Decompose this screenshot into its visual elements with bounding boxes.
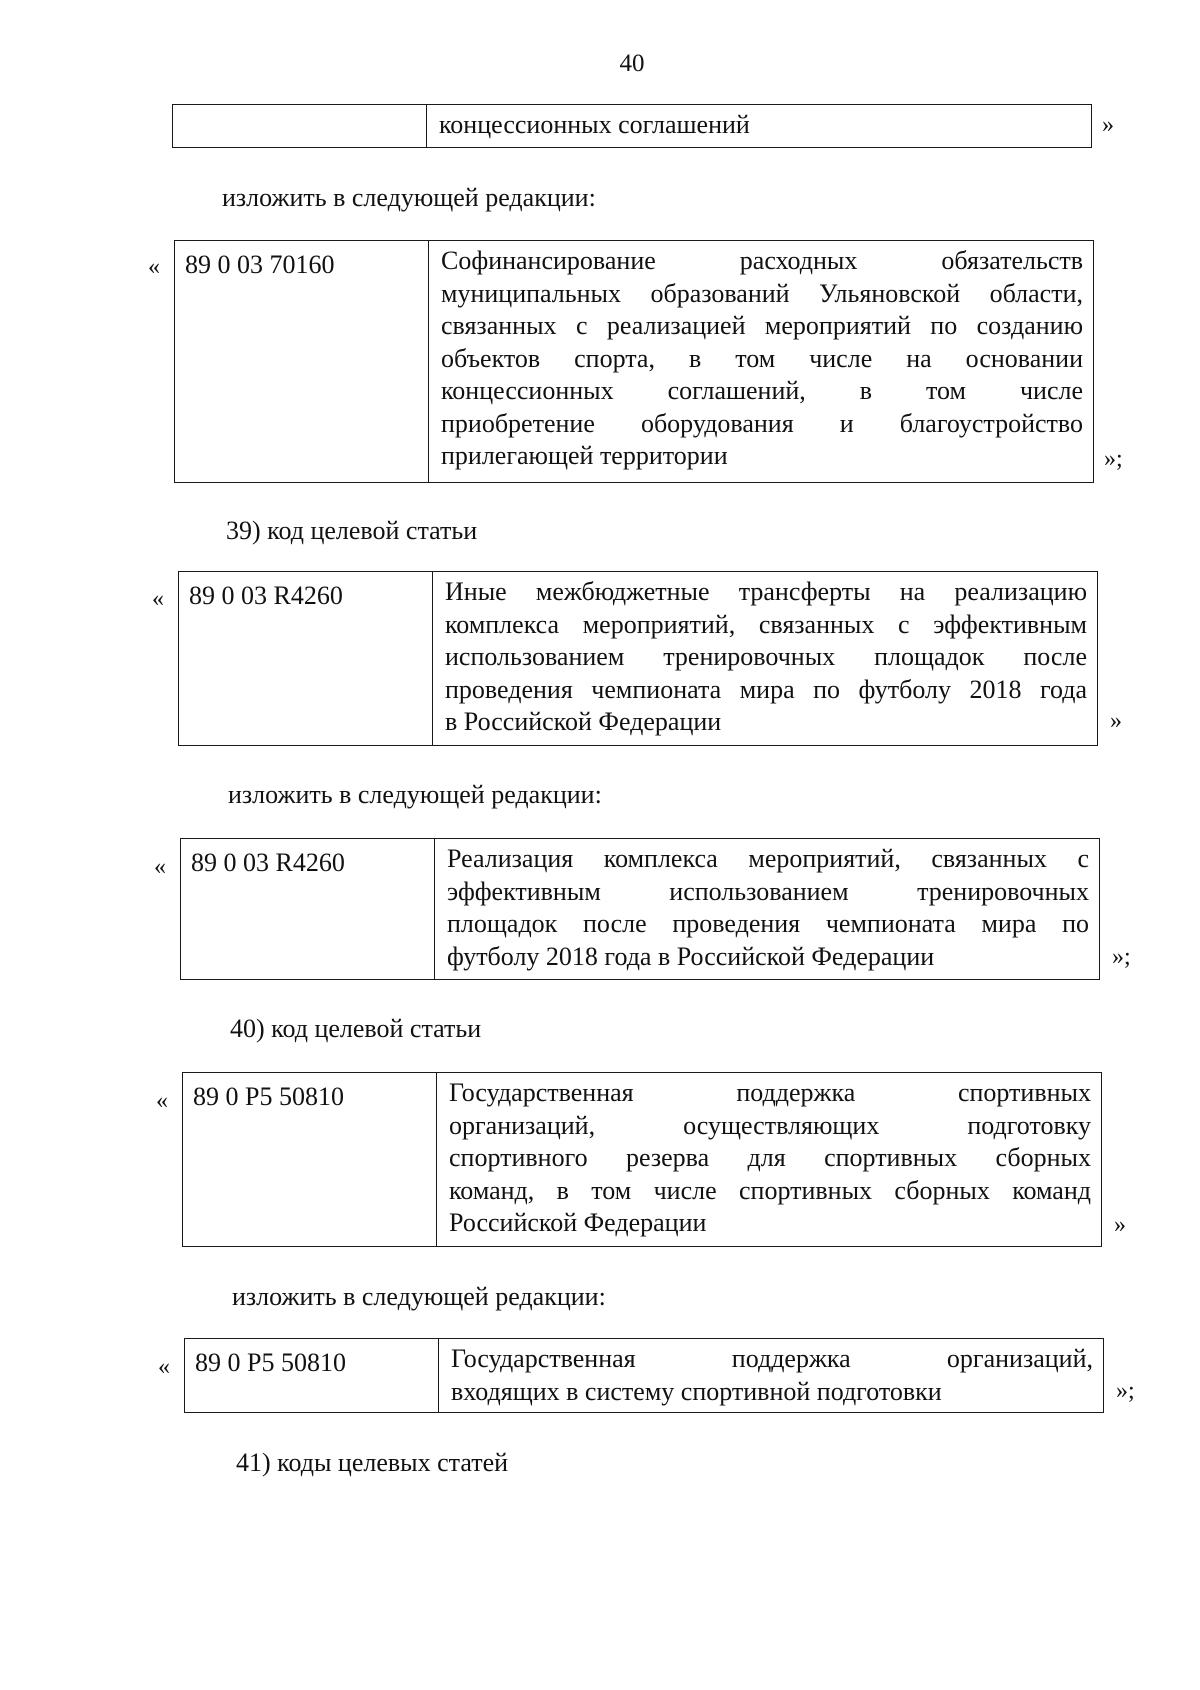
phrase-2: изложить в следующей редакции: bbox=[228, 780, 602, 809]
table-2-open-quote: « bbox=[152, 586, 164, 612]
table-3-line: футболу 2018 года в Российской Федерации bbox=[447, 941, 935, 971]
table-1-line: концессионных соглашений, в том числе bbox=[441, 376, 1083, 405]
item-41-heading: 41) коды целевых статей bbox=[236, 1448, 509, 1477]
table-5 bbox=[184, 1338, 1104, 1413]
table-4-line: Российской Федерации bbox=[449, 1208, 707, 1237]
table-5-code-cell bbox=[185, 1339, 439, 1412]
table-4-line: Государственная поддержка спортивных bbox=[449, 1078, 1091, 1107]
table-3-line: Реализация комплекса мероприятий, связанных с bbox=[447, 844, 1089, 873]
table-1-code: 89 0 03 70160 bbox=[185, 250, 335, 279]
table-1-line: объектов спорта, в том числе на основании bbox=[441, 343, 1083, 373]
table-4-code-cell bbox=[183, 1073, 437, 1246]
table-4-open-quote: « bbox=[156, 1088, 168, 1114]
fragment-desc-cell bbox=[427, 105, 1091, 147]
table-3-code-cell bbox=[181, 839, 435, 979]
page-number: 40 bbox=[619, 50, 645, 77]
phrase-1: изложить в следующей редакции: bbox=[222, 183, 596, 212]
fragment-desc-text: концессионных соглашений bbox=[439, 110, 750, 139]
table-5-open-quote: « bbox=[158, 1354, 170, 1380]
table-2-line: Иные межбюджетные трансферты на реализацию bbox=[445, 577, 1087, 606]
table-2-line: проведения чемпионата мира по футболу 2018 года bbox=[445, 674, 1087, 704]
table-2-line: использованием тренировочных площадок после bbox=[445, 642, 1087, 671]
table-5-code: 89 0 P5 50810 bbox=[195, 1348, 346, 1377]
fragment-table bbox=[172, 104, 1092, 148]
table-2-code-cell bbox=[179, 572, 433, 745]
table-3-open-quote: « bbox=[154, 854, 166, 880]
table-4-desc-cell bbox=[437, 1073, 1101, 1246]
table-5-desc-cell bbox=[439, 1339, 1103, 1412]
table-1-open-quote: « bbox=[148, 254, 160, 280]
table-2-close-quote: » bbox=[1110, 708, 1122, 734]
table-2-desc-cell bbox=[433, 572, 1097, 745]
table-2 bbox=[178, 571, 1098, 746]
fragment-code-cell bbox=[173, 105, 427, 147]
table-3-code: 89 0 03 R4260 bbox=[191, 848, 345, 877]
table-1-line: связанных с реализацией мероприятий по созданию bbox=[441, 311, 1083, 340]
item-40-heading: 40) код целевой статьи bbox=[230, 1014, 482, 1043]
table-3-line: площадок после проведения чемпионата мира по bbox=[447, 909, 1089, 938]
table-4-line: команд, в том числе спортивных сборных команд bbox=[449, 1175, 1091, 1205]
item-39-heading: 39) код целевой статьи bbox=[226, 516, 478, 545]
fragment-close-quote: » bbox=[1102, 112, 1114, 138]
table-3-close-quote: »; bbox=[1112, 944, 1131, 970]
table-5-close-quote: »; bbox=[1116, 1378, 1135, 1404]
table-2-line: в Российской Федерации bbox=[445, 707, 722, 736]
table-1-line: прилегающей территории bbox=[441, 441, 728, 470]
table-5-line: Государственная поддержка организаций, bbox=[451, 1344, 1093, 1373]
phrase-3: изложить в следующей редакции: bbox=[232, 1282, 606, 1311]
table-4-line: организаций, осуществляющих подготовку bbox=[449, 1110, 1091, 1140]
table-3-line: эффективным использованием тренировочных bbox=[447, 876, 1089, 906]
table-1-code-cell bbox=[175, 241, 429, 482]
table-1-desc-cell bbox=[429, 241, 1093, 482]
table-1-line: муниципальных образований Ульяновской области, bbox=[441, 278, 1083, 308]
table-4-code: 89 0 P5 50810 bbox=[193, 1082, 344, 1111]
table-4-line: спортивного резерва для спортивных сборных bbox=[449, 1143, 1091, 1172]
table-1 bbox=[174, 240, 1094, 483]
table-1-line: приобретение оборудования и благоустройство bbox=[441, 408, 1083, 438]
table-2-code: 89 0 03 R4260 bbox=[189, 581, 343, 610]
table-4 bbox=[182, 1072, 1102, 1247]
table-5-line: входящих в систему спортивной подготовки bbox=[451, 1376, 942, 1406]
table-1-line: Софинансирование расходных обязательств bbox=[441, 246, 1083, 275]
table-1-close-quote: »; bbox=[1104, 446, 1123, 472]
table-3 bbox=[180, 838, 1100, 980]
table-2-line: комплекса мероприятий, связанных с эффективным bbox=[445, 609, 1087, 639]
table-4-close-quote: » bbox=[1114, 1212, 1126, 1238]
table-3-desc-cell bbox=[435, 839, 1099, 979]
